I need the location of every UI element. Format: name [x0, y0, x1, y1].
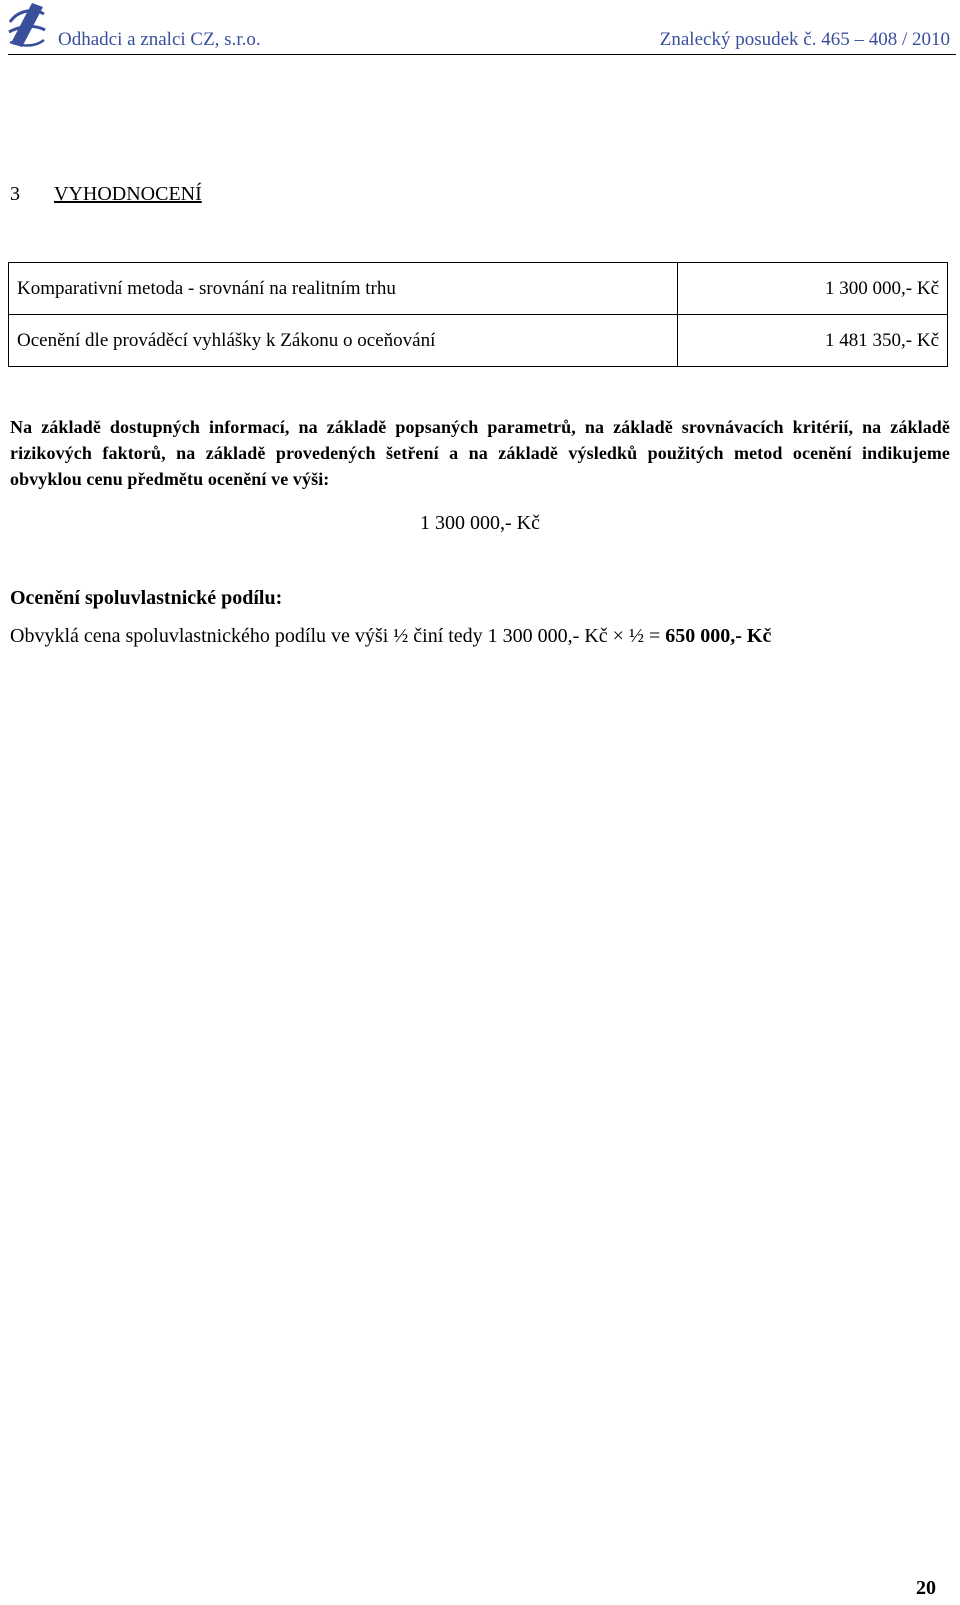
share-heading: Ocenění spoluvlastnické podílu: [10, 587, 283, 609]
share-calculation [10, 625, 771, 648]
share-result: 650 000,- Kč [665, 625, 772, 647]
final-value: 1 300 000,- Kč [420, 512, 540, 534]
document-reference: Znalecký posudek č. 465 – 408 / 2010 [659, 29, 950, 50]
section-number: 3 [10, 183, 20, 205]
valuation-results-table [8, 262, 948, 367]
section-heading [10, 183, 202, 206]
section-title: VYHODNOCENÍ [54, 183, 202, 205]
company-name: Odhadci a znalci CZ, s.r.o. [58, 29, 261, 50]
share-calculation-text: Obvyklá cena spoluvlastnického podílu ve výši ½ činí tedy 1 300 000,- Kč × ½ = [10, 625, 666, 647]
method-cell: Komparativní metoda - srovnání na realitním trhu [9, 263, 678, 315]
company-logo-icon [8, 2, 46, 50]
conclusion-paragraph: Na základě dostupných informací, na základě popsaných parametrů, na základě srovnávacích kritérií, na základě rizikových faktorů, na základě provedených šetření a na základě výsledků použitých metod ocenění indikujeme obvyklou cenu předmětu ocenění ve výši: [10, 417, 950, 489]
value-cell: 1 300 000,- Kč [678, 263, 948, 315]
method-cell: Ocenění dle prováděcí vyhlášky k Zákonu o oceňování [9, 315, 678, 367]
page-header [8, 0, 956, 55]
table-row [9, 263, 948, 315]
page-number: 20 [916, 1577, 936, 1599]
table-row [9, 315, 948, 367]
value-cell: 1 481 350,- Kč [678, 315, 948, 367]
